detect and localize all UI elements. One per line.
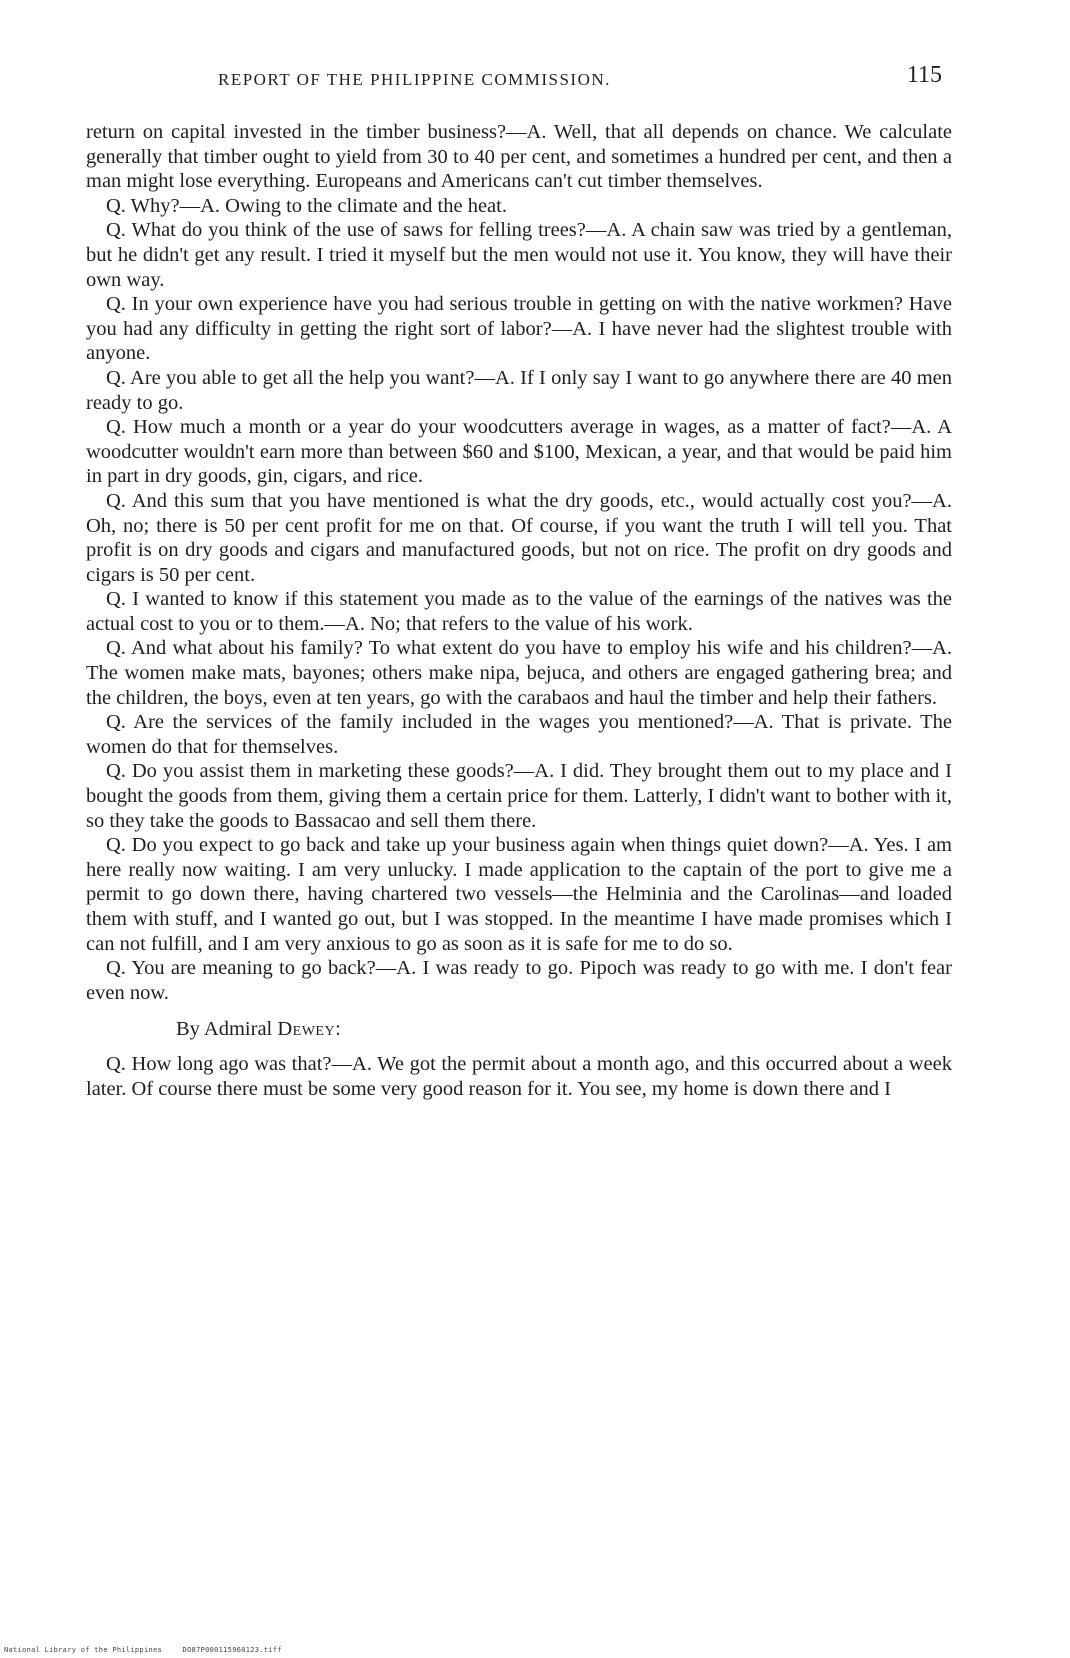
running-head: REPORT OF THE PHILIPPINE COMMISSION.: [218, 70, 611, 89]
paragraph: Q. Do you assist them in marketing these goods?—A. I did. They brought them out to my place and I bought the goods from them, giving them a certain price for them. Latterly, I didn't want to bother with it, so they take the goods to Bassacao and sell them there.: [86, 760, 953, 832]
paragraph: Q. You are meaning to go back?—A. I was ready to go. Pipoch was ready to go with me. I don't fear even now.: [86, 957, 952, 1004]
speaker-heading: [86, 1017, 952, 1042]
scan-footer: [4, 1646, 298, 1654]
speaker-prefix: By Admiral: [176, 1018, 278, 1041]
footer-library: National Library of the Philippines: [4, 1646, 163, 1654]
footer-file: DO87P000115960123.tiff: [182, 1646, 282, 1654]
paragraph: Q. What do you think of the use of saws for felling trees?—A. A chain saw was tried by a gentleman, but he didn't get any result. I tried it myself but the men would not use it. You know, they will have their own way.: [86, 219, 952, 291]
page-header: [86, 62, 946, 92]
paragraph: Q. Do you expect to go back and take up your business again when things quiet down?—A. Yes. I am here really now waiting. I am very unlucky. I made application to the captain of the port to give me a permit to go down there, having chartered two vessels—the Helminia and the Carolinas—and loaded them with stuff, and I wanted go out, but I was stopped. In the meantime I have made promises which I can not fulfill, and I am very anxious to go as soon as it is safe for me to do so.: [86, 834, 952, 955]
paragraph: Q. How much a month or a year do your woodcutters average in wages, as a matter of fact?—A. A woodcutter wouldn't earn more than between $60 and $100, Mexican, a year, and that would be paid him in part in dry goods, gin, cigars, and rice.: [86, 416, 952, 488]
paragraph: Q. And this sum that you have mentioned is what the dry goods, etc., would actually cost you?—A. Oh, no; there is 50 per cent profit for me on that. Of course, if you want the truth I will tell you. That profit is on dry goods and cigars and manufactured goods, but not on rice. The profit on dry goods and cigars is 50 per cent.: [86, 489, 952, 586]
paragraph: Q. In your own experience have you had serious trouble in getting on with the native workmen? Have you had any difficulty in getting the right sort of labor?—A. I have never had the slightest trouble with anyone.: [86, 293, 952, 365]
paragraph: return on capital invested in the timber business?—A. Well, that all depends on chance. We calculate generally that timber ought to yield from 30 to 40 per cent, and sometimes a hundred per cent, and then a man might lose everything. Europeans and Americans can't cut timber themselves.: [86, 121, 952, 193]
paragraph: Q. Why?—A. Owing to the climate and the heat.: [106, 194, 507, 217]
paragraph: Q. And what about his family? To what extent do you have to employ his wife and his children?—A. The women make mats, bayones; others make nipa, bejuca, and others are engaged gathering brea; and the children, the boys, even at ten years, go with the carabaos and haul the timber and help their fathers.: [86, 637, 952, 709]
page-number: 115: [906, 62, 942, 88]
paragraph: Q. I wanted to know if this statement you made as to the value of the earnings of the natives was the actual cost to you or to them.—A. No; that refers to the value of his work.: [86, 588, 952, 635]
speaker-name: Dewey:: [277, 1018, 342, 1041]
body-text: [86, 120, 952, 1101]
paragraph: Q. Are you able to get all the help you want?—A. If I only say I want to go anywhere there are 40 men ready to go.: [86, 366, 952, 414]
paragraph: Q. How long ago was that?—A. We got the permit about a month ago, and this occurred about a week later. Of course there must be some very good reason for it. You see, my home is down there and I: [86, 1052, 952, 1100]
paragraph: Q. Are the services of the family included in the wages you mentioned?—A. That is private. The women do that for themselves.: [86, 711, 952, 758]
